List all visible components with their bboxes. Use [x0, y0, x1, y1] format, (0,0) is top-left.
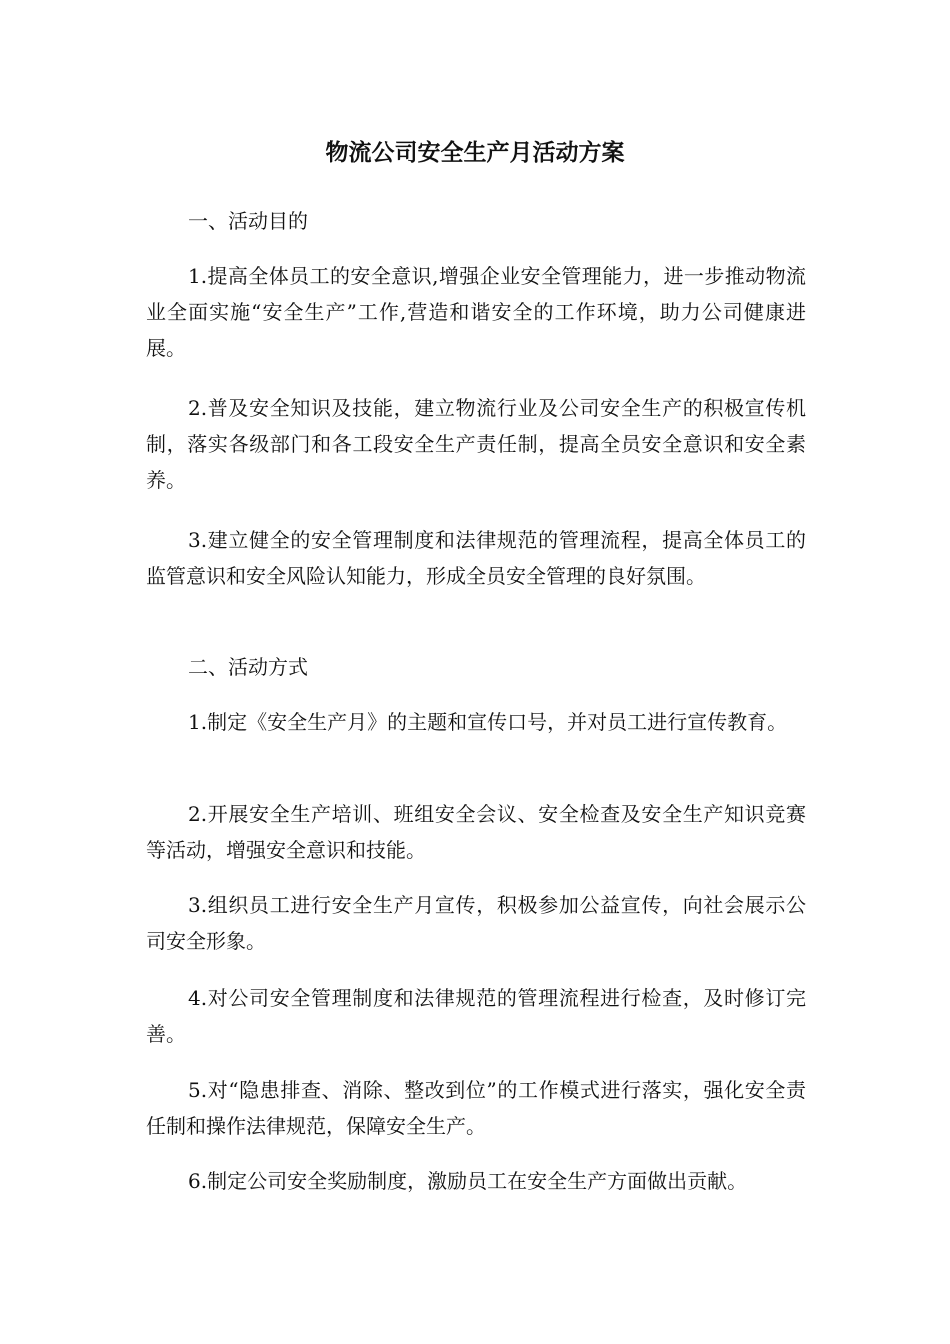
document-title: 物流公司安全生产月活动方案	[325, 140, 625, 166]
section-heading-purpose: 一、活动目的	[188, 209, 308, 233]
method-paragraph-3: 3.组织员工进行安全生产月宣传，积极参加公益宣传，向社会展示公司安全形象。	[146, 893, 806, 953]
method-paragraph-2: 2.开展安全生产培训、班组安全会议、安全检查及安全生产知识竞赛等活动，增强安全意识和技能。	[146, 802, 806, 862]
section-heading-method: 二、活动方式	[188, 655, 308, 679]
purpose-paragraph-2: 2.普及安全知识及技能，建立物流行业及公司安全生产的积极宣传机制，落实各级部门和各工段安全生产责任制，提高全员安全意识和安全素养。	[146, 396, 806, 492]
method-paragraph-4: 4.对公司安全管理制度和法律规范的管理流程进行检查，及时修订完善。	[146, 986, 806, 1046]
method-paragraph-1: 1.制定《安全生产月》的主题和宣传口号，并对员工进行宣传教育。	[188, 710, 788, 734]
method-paragraph-6: 6.制定公司安全奖励制度，激励员工在安全生产方面做出贡献。	[188, 1169, 748, 1193]
purpose-paragraph-3: 3.建立健全的安全管理制度和法律规范的管理流程，提高全体员工的监管意识和安全风险认知能力，形成全员安全管理的良好氛围。	[146, 528, 806, 588]
method-paragraph-5: 5.对“隐患排查、消除、整改到位”的工作模式进行落实，强化安全责任制和操作法律规范，保障安全生产。	[146, 1078, 806, 1138]
purpose-paragraph-1: 1.提高全体员工的安全意识,增强企业安全管理能力，进一步推动物流业全面实施“安全生产”工作,营造和谐安全的工作环境，助力公司健康进展。	[146, 264, 806, 360]
